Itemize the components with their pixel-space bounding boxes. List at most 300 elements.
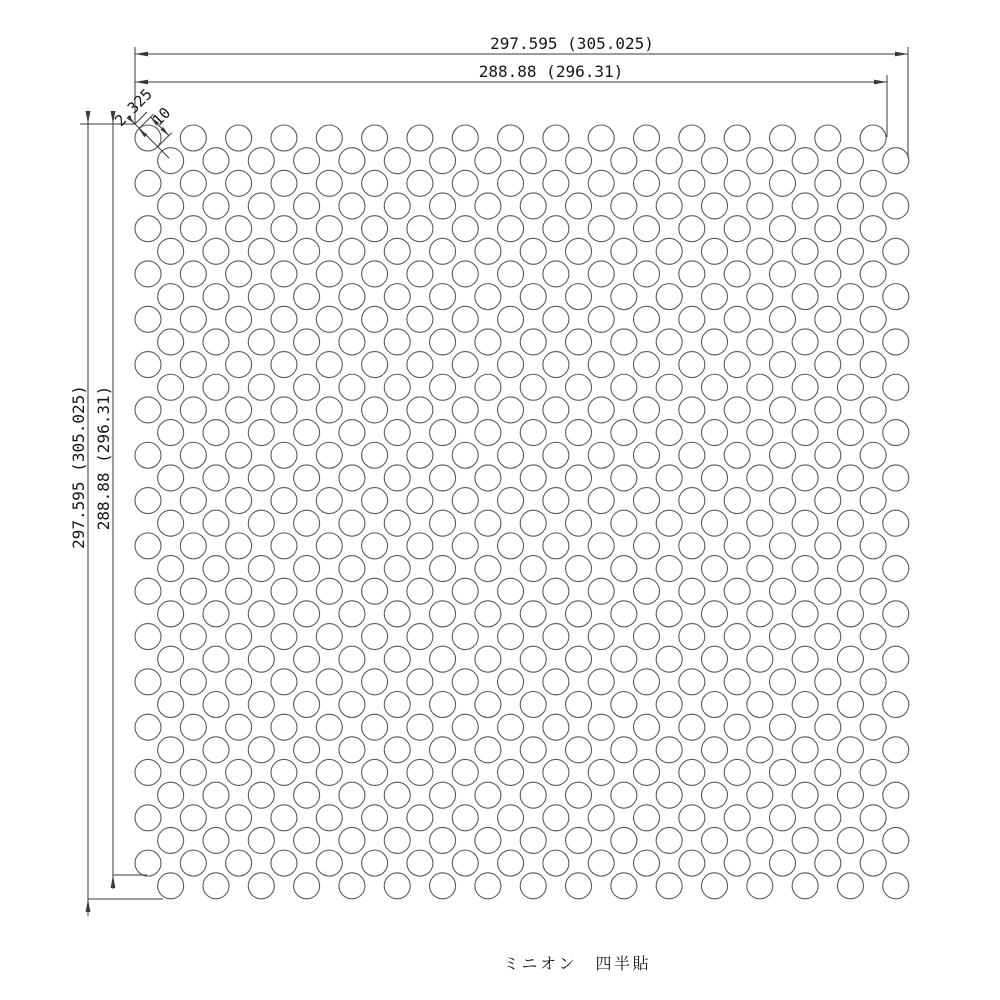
hole-circle — [430, 148, 456, 174]
hole-circle — [702, 782, 728, 808]
hole-circle — [883, 692, 909, 718]
hole-circle — [520, 374, 546, 400]
hole-circle — [656, 465, 682, 491]
hole-circle — [362, 669, 388, 695]
hole-circle — [475, 556, 501, 582]
hole-circle — [248, 465, 274, 491]
hole-circle — [588, 306, 614, 332]
hole-circle — [702, 737, 728, 763]
hole-circle — [566, 692, 592, 718]
hole-circle — [860, 306, 886, 332]
hole-circle — [611, 556, 637, 582]
hole-circle — [566, 782, 592, 808]
hole-circle — [203, 556, 229, 582]
hole-circle — [226, 306, 252, 332]
hole-circle — [362, 125, 388, 151]
hole-circle — [634, 669, 660, 695]
hole-circle — [203, 601, 229, 627]
hole-circle — [362, 714, 388, 740]
hole-circle — [180, 805, 206, 831]
hole-circle — [475, 601, 501, 627]
hole-circle — [634, 714, 660, 740]
hole-circle — [180, 306, 206, 332]
hole-circle — [702, 148, 728, 174]
hole-circle — [498, 170, 524, 196]
hole-circle — [452, 714, 478, 740]
hole-circle — [860, 759, 886, 785]
hole-circle — [815, 624, 841, 650]
hole-circle — [724, 533, 750, 559]
hole-circle — [860, 397, 886, 423]
hole-circle — [430, 374, 456, 400]
hole-circle — [566, 193, 592, 219]
hole-circle — [543, 352, 569, 378]
hole-circle — [588, 624, 614, 650]
hole-circle — [883, 238, 909, 264]
hole-circle — [520, 148, 546, 174]
hole-circle — [566, 737, 592, 763]
hole-circle — [430, 193, 456, 219]
hole-circle — [747, 510, 773, 536]
hole-circle — [566, 601, 592, 627]
hole-circle — [452, 306, 478, 332]
hole-circle — [860, 850, 886, 876]
hole-circle — [679, 488, 705, 514]
hole-circle — [430, 284, 456, 310]
hole-circle — [294, 193, 320, 219]
hole-circle — [316, 578, 342, 604]
hole-circle — [520, 646, 546, 672]
hole-circle — [384, 374, 410, 400]
hole-circle — [362, 759, 388, 785]
hole-circle — [792, 510, 818, 536]
hole-circle — [634, 261, 660, 287]
hole-circle — [860, 352, 886, 378]
hole-circle — [203, 329, 229, 355]
hole-circle — [430, 329, 456, 355]
hole-circle — [430, 737, 456, 763]
hole-circle — [226, 352, 252, 378]
hole-circle — [543, 261, 569, 287]
hole-circle — [226, 669, 252, 695]
hole-circle — [339, 827, 365, 853]
arrowhead-top-inner-right — [874, 80, 887, 85]
hole-circle — [498, 306, 524, 332]
hole-circle — [498, 352, 524, 378]
hole-circle — [815, 488, 841, 514]
hole-circle — [702, 601, 728, 627]
hole-circle — [837, 827, 863, 853]
hole-circle — [724, 578, 750, 604]
hole-circle — [452, 352, 478, 378]
hole-circle — [656, 601, 682, 627]
hole-circle — [883, 148, 909, 174]
hole-circle — [498, 125, 524, 151]
hole-circle — [679, 216, 705, 242]
hole-circle — [271, 216, 297, 242]
hole-circle — [702, 556, 728, 582]
hole-circle — [248, 284, 274, 310]
hole-circle — [294, 556, 320, 582]
hole-circle — [430, 646, 456, 672]
hole-circle — [566, 238, 592, 264]
hole-circle — [837, 148, 863, 174]
hole-circle — [430, 238, 456, 264]
hole-circle — [248, 510, 274, 536]
hole-circle — [679, 442, 705, 468]
hole-circle — [520, 284, 546, 310]
hole-circle — [316, 261, 342, 287]
hole-circle — [860, 714, 886, 740]
hole-circle — [316, 397, 342, 423]
hole-circle — [747, 692, 773, 718]
hole-circle — [135, 397, 161, 423]
hole-circle — [792, 873, 818, 899]
hole-circle — [498, 261, 524, 287]
dim-diagonal-gap-label: 2.325 — [111, 85, 156, 130]
hole-circle — [226, 216, 252, 242]
hole-circle — [339, 374, 365, 400]
hole-circle — [248, 782, 274, 808]
hole-circle — [452, 170, 478, 196]
hole-circle — [769, 759, 795, 785]
hole-circle — [520, 827, 546, 853]
hole-circle — [294, 238, 320, 264]
hole-circle — [475, 782, 501, 808]
hole-circle — [679, 624, 705, 650]
hole-circle — [271, 397, 297, 423]
hole-circle — [362, 216, 388, 242]
hole-circle — [158, 284, 184, 310]
hole-circle — [384, 148, 410, 174]
hole-circle — [543, 125, 569, 151]
dim-hole-diameter-label: 10 — [148, 103, 175, 130]
hole-circle — [203, 827, 229, 853]
hole-circle — [566, 646, 592, 672]
hole-circle — [724, 850, 750, 876]
hole-circle — [837, 238, 863, 264]
hole-circle — [543, 578, 569, 604]
hole-circle — [837, 284, 863, 310]
hole-circle — [520, 873, 546, 899]
hole-circle — [792, 193, 818, 219]
hole-circle — [226, 442, 252, 468]
hole-circle — [316, 759, 342, 785]
hole-circle — [384, 238, 410, 264]
hole-circle — [634, 805, 660, 831]
hole-circle — [158, 193, 184, 219]
hole-circle — [702, 238, 728, 264]
hole-circle — [634, 578, 660, 604]
hole-circle — [883, 556, 909, 582]
hole-circle — [475, 420, 501, 446]
hole-circle — [860, 442, 886, 468]
hole-circle — [747, 646, 773, 672]
hole-circle — [498, 850, 524, 876]
hole-circle — [702, 510, 728, 536]
hole-circle — [271, 306, 297, 332]
hole-circle — [815, 714, 841, 740]
hole-circle — [498, 805, 524, 831]
hole-circle — [226, 533, 252, 559]
hole-circle — [180, 533, 206, 559]
hole-circle — [158, 465, 184, 491]
hole-circle — [294, 510, 320, 536]
hole-circle — [837, 873, 863, 899]
hole-circle — [407, 669, 433, 695]
hole-circle — [837, 601, 863, 627]
hole-circle — [203, 737, 229, 763]
hole-circle — [158, 646, 184, 672]
hole-circle — [566, 556, 592, 582]
hole-circle — [135, 170, 161, 196]
hole-circle — [792, 827, 818, 853]
hole-circle — [475, 193, 501, 219]
hole-circle — [815, 125, 841, 151]
hole-circle — [407, 714, 433, 740]
hole-circle — [747, 374, 773, 400]
hole-circle — [226, 578, 252, 604]
hole-circle — [407, 125, 433, 151]
hole-circle — [860, 624, 886, 650]
hole-circle — [452, 533, 478, 559]
hole-circle — [588, 488, 614, 514]
hole-circle — [271, 261, 297, 287]
hole-circle — [226, 170, 252, 196]
hole-circle — [180, 624, 206, 650]
hole-circle — [860, 488, 886, 514]
hole-circle — [384, 556, 410, 582]
hole-circle — [679, 352, 705, 378]
hole-circle — [611, 420, 637, 446]
hole-circle — [815, 261, 841, 287]
hole-circle — [135, 488, 161, 514]
hole-circle — [384, 193, 410, 219]
hole-circle — [384, 782, 410, 808]
hole-circle — [724, 352, 750, 378]
hole-circle — [339, 148, 365, 174]
hole-circle — [316, 125, 342, 151]
hole-circle — [271, 624, 297, 650]
hole-circle — [294, 782, 320, 808]
hole-circle — [860, 170, 886, 196]
hole-circle — [248, 601, 274, 627]
hole-circle — [407, 533, 433, 559]
extension-tick-hole-far — [157, 133, 172, 148]
hole-circle — [656, 374, 682, 400]
hole-circle — [362, 170, 388, 196]
hole-circle — [339, 692, 365, 718]
hole-circle — [520, 692, 546, 718]
hole-circle — [702, 284, 728, 310]
hole-circle — [860, 578, 886, 604]
hole-circle — [588, 125, 614, 151]
hole-circle — [679, 125, 705, 151]
hole-circle — [860, 533, 886, 559]
hole-circle — [384, 827, 410, 853]
hole-circle — [271, 850, 297, 876]
hole-circle — [634, 170, 660, 196]
hole-circle — [362, 533, 388, 559]
hole-circle — [634, 306, 660, 332]
hole-circle — [271, 125, 297, 151]
hole-circle — [520, 556, 546, 582]
hole-circle — [271, 669, 297, 695]
hole-circle — [543, 533, 569, 559]
hole-circle — [158, 510, 184, 536]
arrowhead-left-outer-bottom — [86, 899, 91, 912]
hole-circle — [656, 329, 682, 355]
hole-circle — [316, 488, 342, 514]
hole-circle — [339, 284, 365, 310]
hole-circle — [248, 737, 274, 763]
hole-circle — [180, 850, 206, 876]
hole-circle — [226, 261, 252, 287]
dim-top-outer-label: 297.595 (305.025) — [490, 34, 654, 53]
hole-circle — [724, 488, 750, 514]
hole-circle — [158, 420, 184, 446]
hole-circle — [815, 352, 841, 378]
hole-circle — [679, 714, 705, 740]
hole-circle — [226, 397, 252, 423]
hole-circle — [316, 306, 342, 332]
hole-circle — [135, 805, 161, 831]
hole-circle — [769, 533, 795, 559]
dim-left-outer-label: 297.595 (305.025) — [69, 385, 88, 549]
dim-left-inner-label: 288.88 (296.31) — [94, 385, 113, 531]
hole-circle — [430, 601, 456, 627]
hole-circle — [679, 170, 705, 196]
hole-circle — [498, 578, 524, 604]
hole-circle — [656, 510, 682, 536]
hole-circle — [135, 850, 161, 876]
hole-circle — [248, 374, 274, 400]
hole-circle — [883, 873, 909, 899]
hole-circle — [588, 759, 614, 785]
hole-circle — [180, 216, 206, 242]
hole-circle — [180, 397, 206, 423]
hole-circle — [588, 805, 614, 831]
hole-circle — [135, 759, 161, 785]
hole-circle — [724, 669, 750, 695]
hole-circle — [566, 873, 592, 899]
hole-circle — [769, 669, 795, 695]
hole-circle — [294, 827, 320, 853]
hole-circle — [271, 578, 297, 604]
hole-circle — [588, 170, 614, 196]
hole-circle — [362, 306, 388, 332]
hole-circle — [452, 216, 478, 242]
hole-circle — [452, 578, 478, 604]
hole-circle — [588, 261, 614, 287]
hole-circle — [611, 238, 637, 264]
hole-circle — [475, 374, 501, 400]
hole-circle — [634, 125, 660, 151]
hole-circle — [634, 352, 660, 378]
hole-circle — [724, 170, 750, 196]
hole-circle — [362, 578, 388, 604]
hole-circle — [543, 216, 569, 242]
hole-circle — [520, 510, 546, 536]
hole-circle — [271, 714, 297, 740]
hole-circle — [815, 216, 841, 242]
hole-circle — [316, 533, 342, 559]
hole-circle — [158, 873, 184, 899]
hole-circle — [226, 624, 252, 650]
hole-circle — [837, 692, 863, 718]
hole-circle — [384, 510, 410, 536]
hole-circle — [566, 510, 592, 536]
hole-circle — [815, 170, 841, 196]
hole-circle — [430, 873, 456, 899]
hole-circle — [769, 578, 795, 604]
hole-circle — [883, 827, 909, 853]
hole-circle — [158, 329, 184, 355]
hole-circle — [226, 714, 252, 740]
hole-circle — [883, 284, 909, 310]
hole-circle — [883, 737, 909, 763]
hole-circle — [566, 827, 592, 853]
hole-circle — [407, 578, 433, 604]
hole-circle — [498, 397, 524, 423]
hole-circle — [769, 488, 795, 514]
hole-circle — [475, 827, 501, 853]
arrowhead-top-outer-right — [895, 52, 908, 57]
hole-circle — [294, 601, 320, 627]
hole-circle — [294, 148, 320, 174]
hole-circle — [634, 759, 660, 785]
hole-circle — [724, 306, 750, 332]
hole-circle — [180, 759, 206, 785]
hole-circle — [430, 827, 456, 853]
hole-circle — [452, 759, 478, 785]
hole-circle — [747, 193, 773, 219]
hole-circle — [294, 329, 320, 355]
hole-circle — [566, 420, 592, 446]
hole-circle — [180, 261, 206, 287]
hole-circle — [158, 238, 184, 264]
hole-circle — [611, 782, 637, 808]
hole-circle — [498, 624, 524, 650]
hole-circle — [158, 374, 184, 400]
hole-circle — [792, 737, 818, 763]
hole-circle — [339, 238, 365, 264]
hole-circle — [203, 284, 229, 310]
hole-circle — [747, 556, 773, 582]
hole-circle — [792, 465, 818, 491]
hole-circle — [792, 420, 818, 446]
hole-circle — [135, 533, 161, 559]
hole-circle — [384, 329, 410, 355]
hole-circle — [679, 805, 705, 831]
hole-circle — [339, 510, 365, 536]
hole-circle — [724, 125, 750, 151]
hole-circle — [656, 284, 682, 310]
hole-circle — [384, 737, 410, 763]
hole-circle — [566, 284, 592, 310]
hole-circle — [611, 148, 637, 174]
hole-circle — [588, 578, 614, 604]
hole-circle — [837, 556, 863, 582]
arrowhead-gap-inner — [139, 129, 148, 138]
hole-circle — [792, 238, 818, 264]
hole-circle — [702, 420, 728, 446]
hole-circle — [724, 805, 750, 831]
hole-circle — [475, 238, 501, 264]
hole-circle — [203, 238, 229, 264]
hole-circle — [158, 782, 184, 808]
hole-circle — [452, 125, 478, 151]
